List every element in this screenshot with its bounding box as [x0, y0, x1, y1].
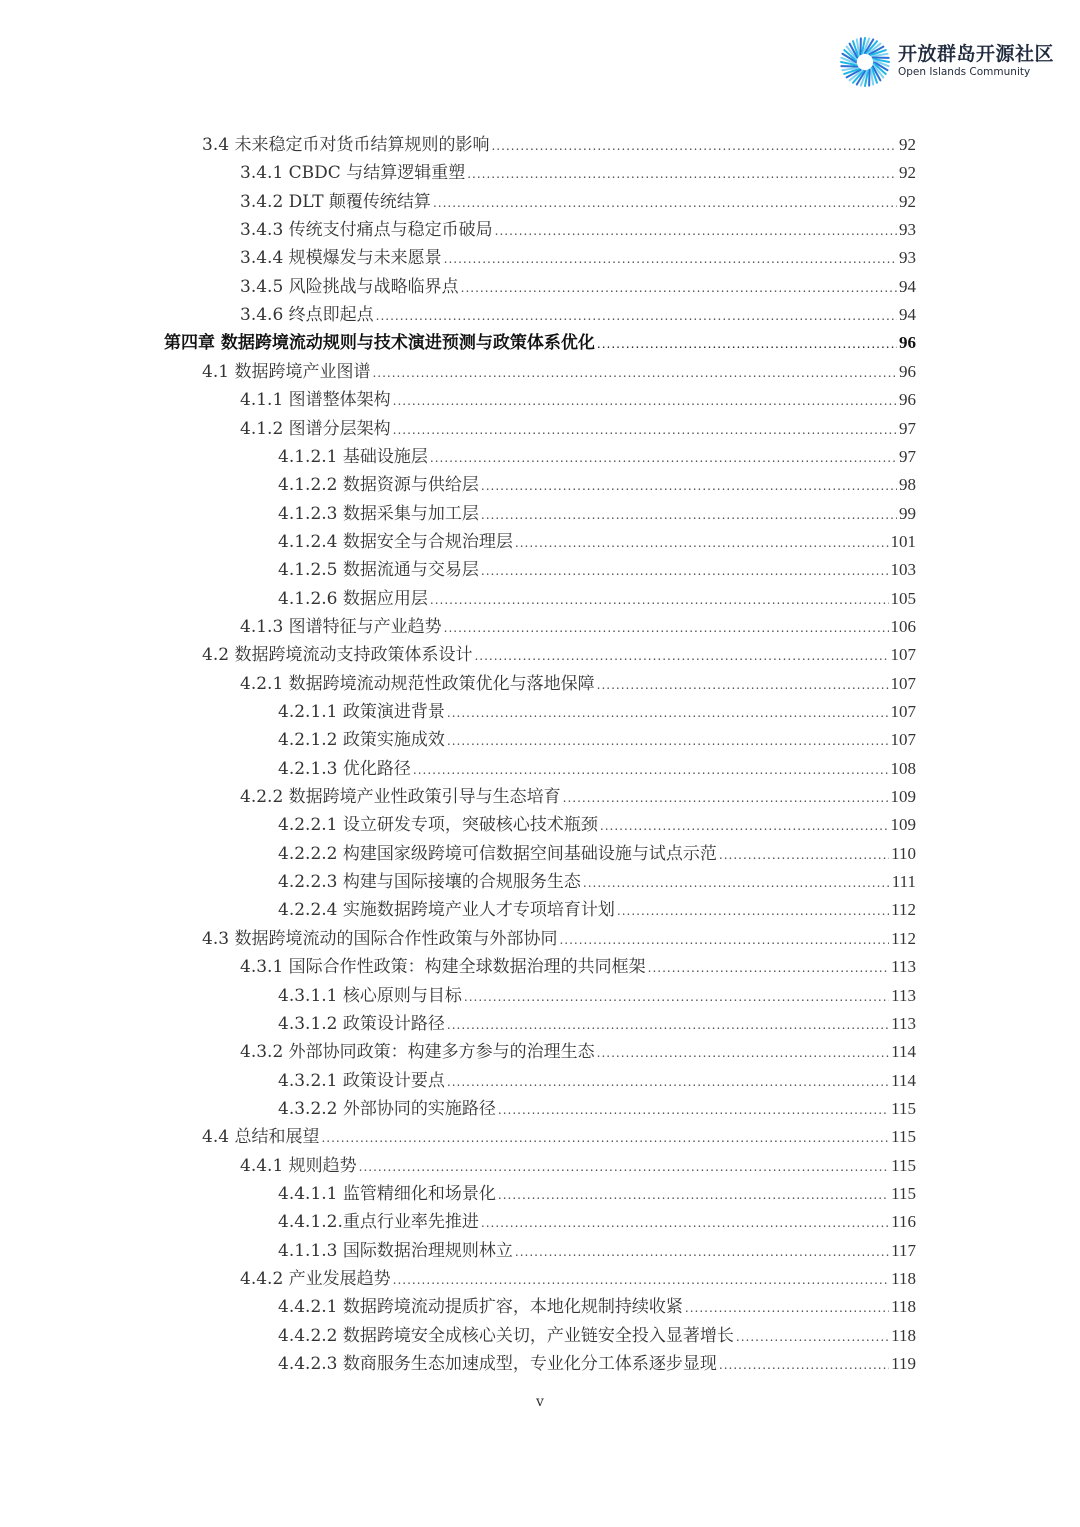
toc-entry-title: 4.1.2.5 数据流通与交易层 — [278, 560, 479, 581]
toc-entry-title: 4.4.1.2.重点行业率先推进 — [278, 1212, 479, 1233]
open-islands-logo-icon — [838, 36, 894, 88]
toc-leader-dots — [474, 642, 888, 670]
toc-entry[interactable] — [240, 386, 916, 414]
toc-entry-title: 4.1.2 图谱分层架构 — [240, 418, 391, 439]
toc-entry-title: 4.3.1.2 政策设计路径 — [278, 1013, 445, 1034]
toc-entry-page: 93 — [899, 248, 916, 268]
toc-leader-dots — [481, 557, 889, 585]
toc-leader-dots — [393, 1266, 889, 1294]
toc-entry[interactable] — [278, 1293, 916, 1321]
toc-entry-title: 4.2.1.2 政策实施成效 — [278, 730, 445, 751]
toc-entry-title: 3.4.4 规模爆发与未来愿景 — [240, 248, 442, 269]
toc-entry-title: 4.2.1.1 政策演进背景 — [278, 702, 445, 722]
toc-entry-title: 4.3.1.1 核心原则与目标 — [278, 985, 462, 1006]
toc-entry-page: 107 — [890, 645, 916, 665]
toc-leader-dots — [447, 727, 889, 755]
toc-leader-dots — [583, 869, 890, 897]
toc-entry[interactable] — [240, 301, 916, 329]
toc-leader-dots — [393, 387, 897, 415]
toc-entry[interactable] — [240, 613, 916, 641]
brand-name-en: Open Islands Community — [898, 66, 1031, 78]
toc-leader-dots — [736, 1323, 889, 1351]
toc-leader-dots — [617, 897, 889, 925]
toc-leader-dots — [495, 217, 897, 245]
toc-entry-page: 99 — [899, 503, 916, 523]
toc-entry[interactable] — [278, 811, 916, 839]
toc-entry-title: 4.4.2 产业发展趋势 — [240, 1269, 391, 1289]
toc-entry[interactable] — [278, 443, 916, 471]
toc-entry-title: 4.1.2.6 数据应用层 — [278, 588, 428, 609]
page-number: v — [536, 1394, 544, 1410]
toc-entry-page: 103 — [890, 560, 916, 580]
toc-entry-page: 94 — [899, 305, 916, 325]
toc-entry[interactable] — [240, 188, 916, 216]
toc-entry-page: 116 — [891, 1212, 916, 1232]
toc-leader-dots — [447, 699, 889, 727]
brand-logo — [838, 36, 1053, 88]
toc-leader-dots — [467, 160, 897, 188]
toc-leader-dots — [597, 330, 897, 358]
toc-entry-page: 96 — [899, 390, 916, 410]
toc-entry-title: 4.1.2.4 数据安全与合规治理层 — [278, 531, 513, 552]
toc-entry-page: 117 — [891, 1240, 916, 1260]
toc-entry-title: 3.4.3 传统支付痛点与稳定币破局 — [240, 220, 493, 241]
toc-entry[interactable] — [278, 471, 916, 499]
toc-leader-dots — [359, 1153, 889, 1181]
toc-entry-page: 118 — [891, 1297, 916, 1317]
toc-leader-dots — [444, 614, 889, 642]
toc-entry[interactable] — [278, 556, 916, 584]
toc-entry[interactable] — [278, 698, 916, 726]
toc-entry[interactable] — [202, 131, 916, 159]
toc-entry[interactable] — [278, 840, 916, 868]
toc-entry-page: 96 — [899, 361, 916, 381]
toc-leader-dots — [559, 926, 889, 954]
toc-entry[interactable] — [278, 500, 916, 528]
toc-entry-page: 118 — [891, 1325, 916, 1345]
toc-entry-page: 110 — [891, 843, 916, 863]
toc-leader-dots — [461, 274, 897, 302]
toc-entry[interactable] — [240, 1038, 916, 1066]
toc-entry[interactable] — [278, 1180, 916, 1208]
toc-entry-page: 114 — [891, 1070, 916, 1090]
toc-leader-dots — [430, 444, 897, 472]
toc-entry-title: 3.4.6 终点即起点 — [240, 305, 374, 326]
toc-entry-page: 98 — [899, 475, 916, 495]
toc-entry[interactable] — [240, 216, 916, 244]
toc-entry-title: 第四章 数据跨境流动规则与技术演进预测与政策体系优化 — [164, 333, 595, 354]
toc-leader-dots — [433, 189, 897, 217]
toc-entry-title: 4.1.3 图谱特征与产业趋势 — [240, 616, 442, 637]
toc-entry-page: 114 — [891, 1042, 916, 1062]
toc-entry[interactable] — [278, 896, 916, 924]
toc-entry-page: 105 — [890, 588, 916, 608]
toc-entry-title: 4.1.2.1 基础设施层 — [278, 446, 428, 467]
toc-entry-page: 109 — [890, 815, 916, 835]
toc-entry-title: 4.2.2.1 设立研发专项，突破核心技术瓶颈 — [278, 815, 598, 836]
toc-entry-title: 4.4 总结和展望 — [202, 1127, 320, 1148]
toc-entry-title: 3.4 未来稳定币对货币结算规则的影响 — [202, 135, 490, 155]
toc-leader-dots — [600, 812, 889, 840]
toc-entry-page: 97 — [899, 446, 916, 466]
toc-entry-title: 4.2.2 数据跨境产业性政策引导与生态培育 — [240, 787, 561, 808]
toc-entry[interactable] — [278, 585, 916, 613]
toc-entry[interactable] — [240, 273, 916, 301]
toc-entry-page: 107 — [890, 702, 916, 721]
toc-entry[interactable] — [278, 528, 916, 556]
toc-entry-page: 107 — [890, 730, 916, 750]
toc-entry-title: 4.3 数据跨境流动的国际合作性政策与外部协同 — [202, 928, 558, 949]
toc-entry-page: 113 — [891, 1013, 916, 1033]
toc-entry[interactable] — [278, 868, 916, 896]
toc-entry[interactable] — [278, 755, 916, 783]
toc-entry[interactable] — [240, 1265, 916, 1293]
toc-leader-dots — [481, 472, 897, 500]
toc-entry[interactable] — [278, 1095, 916, 1123]
toc-leader-dots — [413, 756, 889, 784]
toc-entry[interactable] — [240, 783, 916, 811]
toc-entry-page: 112 — [891, 928, 916, 948]
toc-leader-dots — [498, 1181, 889, 1209]
toc-entry-page: 107 — [890, 673, 916, 693]
toc-entry-title: 4.1.2.3 数据采集与加工层 — [278, 503, 479, 524]
toc-entry[interactable] — [278, 1067, 916, 1095]
toc-entry-page: 97 — [899, 418, 916, 438]
toc-entry-title: 4.4.1 规则趋势 — [240, 1155, 357, 1176]
toc-chapter-entry[interactable] — [164, 329, 916, 357]
toc-leader-dots — [372, 359, 897, 387]
toc-entry-page: 92 — [899, 191, 916, 211]
toc-entry-page: 101 — [890, 531, 916, 551]
toc-entry-title: 4.1.2.2 数据资源与供给层 — [278, 475, 479, 496]
toc-leader-dots — [464, 983, 889, 1011]
toc-entry[interactable] — [202, 1123, 916, 1151]
toc-entry[interactable] — [278, 1350, 916, 1378]
toc-leader-dots — [563, 784, 889, 812]
toc-leader-dots — [491, 132, 897, 160]
brand-name-cn: 开放群岛开源社区 — [898, 43, 1055, 65]
toc-entry-title: 3.4.5 风险挑战与战略临界点 — [240, 276, 459, 297]
toc-entry-title: 4.2.2.3 构建与国际接壤的合规服务生态 — [278, 872, 581, 893]
toc-entry-page: 115 — [891, 1098, 916, 1118]
toc-entry[interactable] — [240, 244, 916, 272]
toc-entry-title: 4.3.1 国际合作性政策：构建全球数据治理的共同框架 — [240, 957, 646, 978]
toc-leader-dots — [597, 671, 889, 699]
toc-entry-page: 115 — [891, 1155, 916, 1175]
toc-entry-page: 92 — [899, 163, 916, 183]
toc-leader-dots — [447, 1068, 889, 1096]
toc-entry[interactable] — [278, 1010, 916, 1038]
toc-leader-dots — [515, 529, 889, 557]
toc-entry-title: 4.2.2.2 构建国家级跨境可信数据空间基础设施与试点示范 — [278, 843, 717, 864]
toc-entry[interactable] — [202, 641, 916, 669]
toc-entry-page: 111 — [891, 872, 916, 892]
toc-entry-page: 96 — [899, 333, 916, 353]
toc-leader-dots — [447, 1011, 889, 1039]
toc-entry[interactable] — [278, 982, 916, 1010]
toc-entry-page: 109 — [890, 787, 916, 807]
toc-entry[interactable] — [240, 953, 916, 981]
toc-entry[interactable] — [240, 1152, 916, 1180]
toc-entry-title: 4.4.2.3 数商服务生态加速成型，专业化分工体系逐步显现 — [278, 1354, 717, 1375]
toc-entry-title: 4.4.1.1 监管精细化和场景化 — [278, 1183, 496, 1204]
toc-entry-page: 113 — [891, 985, 916, 1005]
toc-leader-dots — [648, 954, 889, 982]
toc-leader-dots — [719, 1351, 889, 1379]
toc-entry-page: 115 — [891, 1127, 916, 1147]
toc-leader-dots — [321, 1124, 889, 1152]
toc-entry-page: 112 — [891, 900, 916, 920]
toc-entry-title: 3.4.1 CBDC 与结算逻辑重塑 — [240, 163, 466, 184]
toc-entry[interactable] — [278, 726, 916, 754]
toc-entry-title: 4.2 数据跨境流动支持政策体系设计 — [202, 645, 473, 666]
toc-entry-title: 4.4.2.2 数据跨境安全成核心关切，产业链安全投入显著增长 — [278, 1325, 734, 1346]
toc-entry[interactable] — [202, 925, 916, 953]
toc-entry-title: 4.2.1.3 优化路径 — [278, 758, 411, 779]
toc-leader-dots — [393, 416, 897, 444]
toc-leader-dots — [444, 245, 897, 273]
toc-entry-page: 113 — [891, 957, 916, 977]
toc-entry-title: 4.3.2.1 政策设计要点 — [278, 1070, 445, 1091]
toc-entry-page: 92 — [899, 135, 916, 154]
toc-entry-title: 3.4.2 DLT 颠覆传统结算 — [240, 191, 431, 212]
toc-entry[interactable] — [278, 1208, 916, 1236]
toc-entry[interactable] — [240, 415, 916, 443]
toc-leader-dots — [376, 302, 897, 330]
toc-entry-title: 4.3.2 外部协同政策：构建多方参与的治理生态 — [240, 1042, 595, 1063]
toc-entry-page: 106 — [890, 616, 916, 636]
toc-entry-title: 4.1 数据跨境产业图谱 — [202, 361, 371, 382]
toc-entry-title: 4.2.1 数据跨境流动规范性政策优化与落地保障 — [240, 673, 595, 694]
toc-entry-title: 4.1.1 图谱整体架构 — [240, 390, 391, 411]
toc-leader-dots — [685, 1294, 889, 1322]
toc-entry-title: 4.4.2.1 数据跨境流动提质扩容，本地化规制持续收紧 — [278, 1297, 683, 1318]
toc-entry-page: 115 — [891, 1183, 916, 1203]
toc-entry[interactable] — [202, 358, 916, 386]
toc-leader-dots — [515, 1238, 889, 1266]
toc-leader-dots — [481, 1209, 889, 1237]
toc-leader-dots — [430, 586, 889, 614]
toc-leader-dots — [597, 1039, 889, 1067]
toc-entry-page: 118 — [891, 1269, 916, 1288]
toc-entry-title: 4.1.1.3 国际数据治理规则林立 — [278, 1240, 513, 1261]
toc-entry[interactable] — [278, 1237, 916, 1265]
toc-entry-page: 94 — [899, 276, 916, 296]
toc-entry-title: 4.2.2.4 实施数据跨境产业人才专项培育计划 — [278, 900, 615, 921]
toc-entry-page: 108 — [890, 758, 916, 778]
toc-entry[interactable] — [240, 670, 916, 698]
toc-entry-page: 93 — [899, 220, 916, 240]
toc-entry[interactable] — [240, 159, 916, 187]
toc-leader-dots — [498, 1096, 889, 1124]
toc-leader-dots — [719, 841, 889, 869]
toc-entry[interactable] — [278, 1322, 916, 1350]
toc-entry-page: 119 — [891, 1354, 916, 1374]
toc-leader-dots — [481, 501, 897, 529]
toc-entry-title: 4.3.2.2 外部协同的实施路径 — [278, 1098, 496, 1119]
